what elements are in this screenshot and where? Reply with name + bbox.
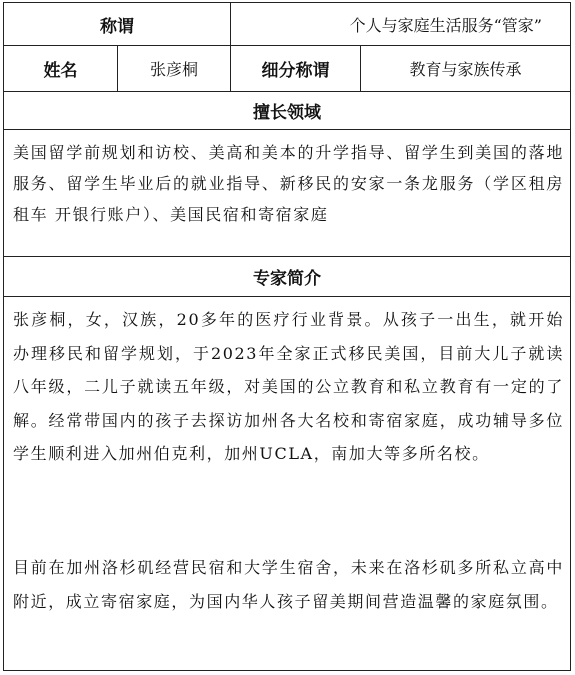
profile-table xyxy=(3,2,571,671)
subtitle-value: 教育与家族传承 xyxy=(409,60,522,79)
name-value: 张彦桐 xyxy=(149,60,198,79)
title-label: 称谓 xyxy=(100,16,134,37)
profile-paragraph-1: 张彦桐，女，汉族，20多年的医疗行业背景。从孩子一出生，就开始办理移民和留学规划，于2023年全家正式移民美国，目前大儿子就读八年级，二儿子就读五年级，对美国的公立教育和私立教育有一定的了解。经常带国内的孩子去探访加州各大名校和寄宿家庭，成功辅导多位学生顺利进入加州伯克利，加州UCLA，南加大等多所名校。 xyxy=(13,310,564,463)
name-value-cell xyxy=(118,46,231,91)
name-label: 姓名 xyxy=(43,61,78,81)
title-row xyxy=(4,3,570,46)
expertise-heading: 擅长领域 xyxy=(253,103,321,123)
name-row xyxy=(4,46,570,92)
subtitle-value-cell xyxy=(361,46,570,91)
subtitle-label: 细分称谓 xyxy=(261,61,330,81)
title-value-cell xyxy=(231,3,570,45)
profile-heading: 专家简介 xyxy=(253,269,321,289)
expertise-text: 美国留学前规划和访校、美高和美本的升学指导、留学生到美国的落地服务、留学生毕业后的就业指导、新移民的安家一条龙服务（学区租房 租车 开银行账户）、美国民宿和寄宿家庭 xyxy=(13,143,564,224)
profile-paragraph-2: 目前在加州洛杉矶经营民宿和大学生宿舍，未来在洛杉矶多所私立高中附近，成立寄宿家庭，为国内华人孩子留美期间营造温馨的家庭氛围。 xyxy=(13,558,564,611)
title-value: 个人与家庭生活服务“管家” xyxy=(349,15,542,35)
expertise-heading-row xyxy=(4,92,570,130)
name-label-cell xyxy=(4,46,118,91)
expertise-content-row xyxy=(4,130,570,257)
profile-heading-row xyxy=(4,257,570,297)
subtitle-label-cell xyxy=(231,46,361,91)
title-label-cell xyxy=(4,3,231,45)
profile-content-row xyxy=(4,297,570,670)
